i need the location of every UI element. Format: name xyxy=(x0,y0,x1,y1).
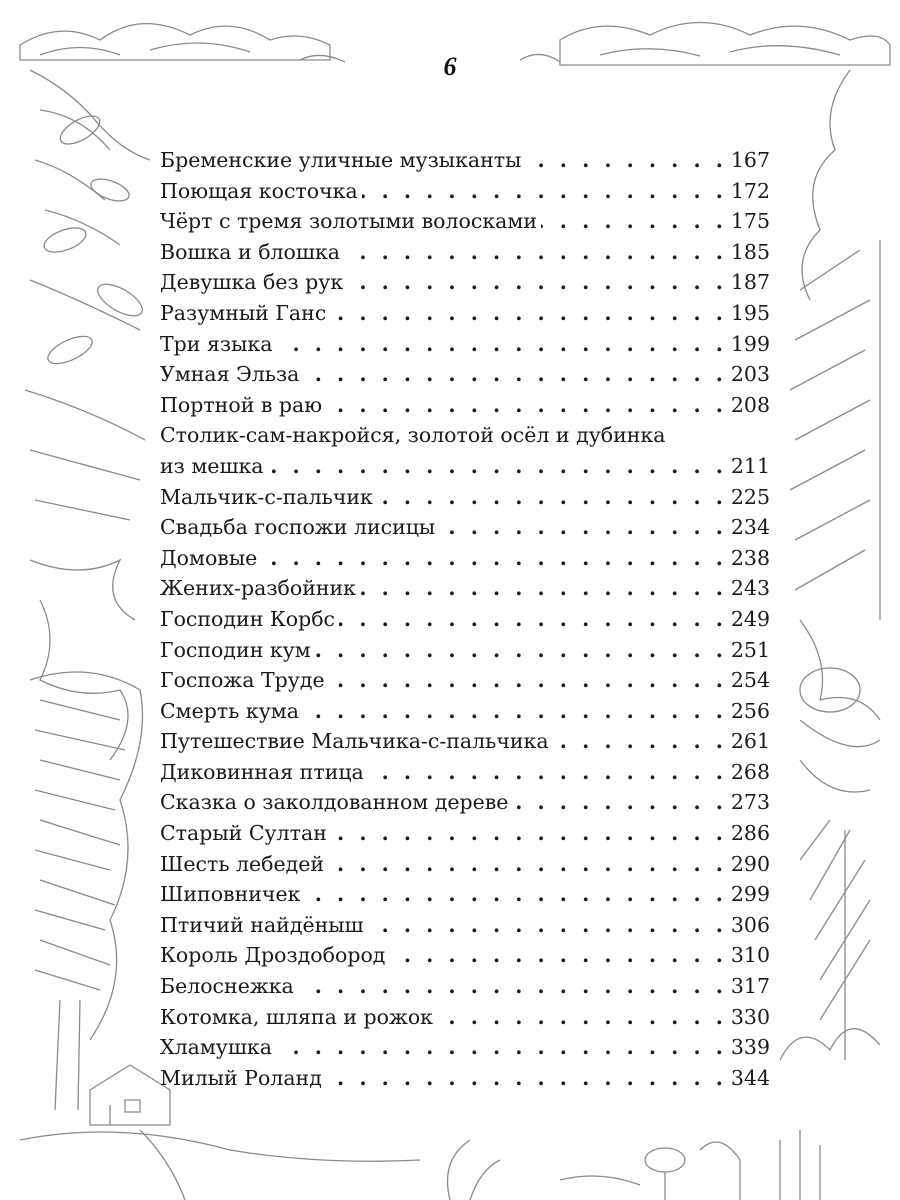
dot-leader xyxy=(326,1063,727,1094)
dot-leader xyxy=(541,206,727,237)
toc-title: Господин Корбс xyxy=(160,606,336,631)
toc-entry xyxy=(160,298,770,329)
toc-title: Бременские уличные музыканты xyxy=(160,148,522,172)
toc-entry xyxy=(160,1032,770,1063)
toc-entry xyxy=(160,543,770,574)
dot-leader xyxy=(315,635,727,666)
dot-leader xyxy=(525,145,726,176)
dot-leader xyxy=(368,757,727,788)
toc-entry xyxy=(160,757,770,788)
dot-leader xyxy=(389,940,726,971)
toc-title-line2: из мешка xyxy=(160,453,264,478)
toc-title: Чёрт с тремя золотыми волосками xyxy=(160,209,537,234)
toc-entry xyxy=(160,635,770,666)
toc-page: 261 xyxy=(730,729,770,754)
toc-title: Милый Роланд xyxy=(160,1065,322,1090)
toc-entry xyxy=(160,787,770,818)
toc-page: 195 xyxy=(730,300,770,325)
toc-entry xyxy=(160,482,770,513)
toc-entry xyxy=(160,145,770,176)
toc-page: 185 xyxy=(730,239,770,264)
toc-title: Господин кум xyxy=(160,637,311,662)
dot-leader xyxy=(326,390,727,421)
bottom-plants-illustration xyxy=(448,1130,821,1200)
toc-title: Госпожа Труде xyxy=(160,668,325,693)
toc-page: 254 xyxy=(730,668,770,693)
left-foliage-illustration xyxy=(25,70,150,760)
toc-page: 167 xyxy=(730,148,770,172)
toc-title: Три языка xyxy=(160,331,273,356)
toc-entry xyxy=(160,726,770,757)
toc-title: Мальчик-с-пальчик xyxy=(160,484,373,509)
dot-leader xyxy=(268,451,727,482)
toc-page: 234 xyxy=(730,515,770,540)
toc-entry xyxy=(160,604,770,635)
toc-title: Умная Эльза xyxy=(160,362,300,387)
toc-page: 249 xyxy=(730,606,770,631)
toc-title: Диковинная птица xyxy=(160,759,364,784)
toc-title: Белоснежка xyxy=(160,974,294,999)
dot-leader xyxy=(553,726,727,757)
toc-entry xyxy=(160,573,770,604)
dot-leader xyxy=(339,604,727,635)
left-tree-illustration xyxy=(30,672,143,1110)
dot-leader xyxy=(329,665,727,696)
toc-page: 256 xyxy=(730,698,770,723)
toc-entry xyxy=(160,390,770,421)
toc-entry xyxy=(160,1002,770,1033)
dot-leader xyxy=(303,696,727,727)
toc-title: Хламушка xyxy=(160,1035,272,1060)
toc-entry xyxy=(160,267,770,298)
toc-page: 243 xyxy=(730,576,770,601)
toc-title: Сказка о заколдованном дереве xyxy=(160,790,509,815)
dot-leader xyxy=(304,879,726,910)
toc-title: Домовые xyxy=(160,545,258,570)
toc-page: 330 xyxy=(730,1004,770,1029)
toc-title: Вошка и блошка xyxy=(160,239,340,264)
dot-leader xyxy=(276,1032,727,1063)
toc-page: 268 xyxy=(730,759,770,784)
toc-title: Жених-разбойник xyxy=(160,576,356,601)
toc-page: 273 xyxy=(730,790,770,815)
toc-page: 306 xyxy=(730,912,770,937)
toc-entry xyxy=(160,359,770,390)
toc-page: 203 xyxy=(730,362,770,387)
toc-title: Поющая косточка xyxy=(160,178,358,203)
toc-title: Птичий найдёныш xyxy=(160,912,364,937)
toc-page: 208 xyxy=(730,392,770,417)
toc-title: Смерть кума xyxy=(160,698,299,723)
toc-title: Путешествие Мальчика-с-пальчика xyxy=(160,729,549,754)
dot-leader xyxy=(261,543,727,574)
table-of-contents xyxy=(160,145,770,1093)
dot-leader xyxy=(330,298,727,329)
toc-entry xyxy=(160,206,770,237)
dot-leader xyxy=(437,1002,727,1033)
toc-entry xyxy=(160,696,770,727)
toc-page: 211 xyxy=(730,453,770,478)
toc-page: 187 xyxy=(730,270,770,295)
toc-entry xyxy=(160,176,770,207)
dot-leader xyxy=(344,237,727,268)
toc-entry xyxy=(160,849,770,880)
toc-page: 339 xyxy=(730,1035,770,1060)
toc-entry xyxy=(160,879,770,910)
toc-page: 172 xyxy=(730,178,770,203)
toc-page: 299 xyxy=(730,882,770,907)
toc-page: 310 xyxy=(730,943,770,968)
dot-leader xyxy=(347,267,727,298)
dot-leader xyxy=(439,512,727,543)
toc-page: 344 xyxy=(730,1065,770,1090)
toc-entry xyxy=(160,329,770,360)
toc-page: 317 xyxy=(730,974,770,999)
dot-leader xyxy=(368,910,727,941)
dot-leader xyxy=(362,176,727,207)
toc-title: Свадьба госпожи лисицы xyxy=(160,515,436,540)
toc-title: Портной в раю xyxy=(160,392,323,417)
dot-leader xyxy=(276,329,726,360)
dot-leader xyxy=(303,359,726,390)
toc-entry xyxy=(160,512,770,543)
toc-page: 251 xyxy=(730,637,770,662)
toc-title: Король Дроздобород xyxy=(160,943,386,968)
toc-page: 290 xyxy=(730,851,770,876)
toc-entry xyxy=(160,940,770,971)
toc-page: 225 xyxy=(730,484,770,509)
dot-leader xyxy=(360,573,727,604)
toc-page: 199 xyxy=(730,331,770,356)
dot-leader xyxy=(512,787,726,818)
toc-title: Шесть лебедей xyxy=(160,851,325,876)
toc-title: Старый Султан xyxy=(160,821,327,846)
dot-leader xyxy=(298,971,727,1002)
toc-title: Девушка без рук xyxy=(160,270,344,295)
toc-page: 286 xyxy=(730,821,770,846)
toc-entry xyxy=(160,971,770,1002)
toc-title: Котомка, шляпа и рожок xyxy=(160,1004,433,1029)
toc-entry xyxy=(160,665,770,696)
toc-page: 238 xyxy=(730,545,770,570)
dot-leader xyxy=(377,482,727,513)
toc-entry xyxy=(160,818,770,849)
toc-page: 175 xyxy=(730,209,770,234)
page-number: 6 xyxy=(443,52,457,81)
toc-entry xyxy=(160,420,770,481)
dot-leader xyxy=(331,818,727,849)
right-tree-illustration xyxy=(780,70,880,1060)
toc-entry xyxy=(160,237,770,268)
toc-title: Разумный Ганс xyxy=(160,300,327,325)
toc-title-line1: Столик-сам-накройся, золотой осёл и дубинка xyxy=(160,423,666,448)
toc-title: Шиповничек xyxy=(160,882,301,907)
dot-leader xyxy=(328,849,727,880)
toc-entry xyxy=(160,910,770,941)
toc-entry xyxy=(160,1063,770,1094)
